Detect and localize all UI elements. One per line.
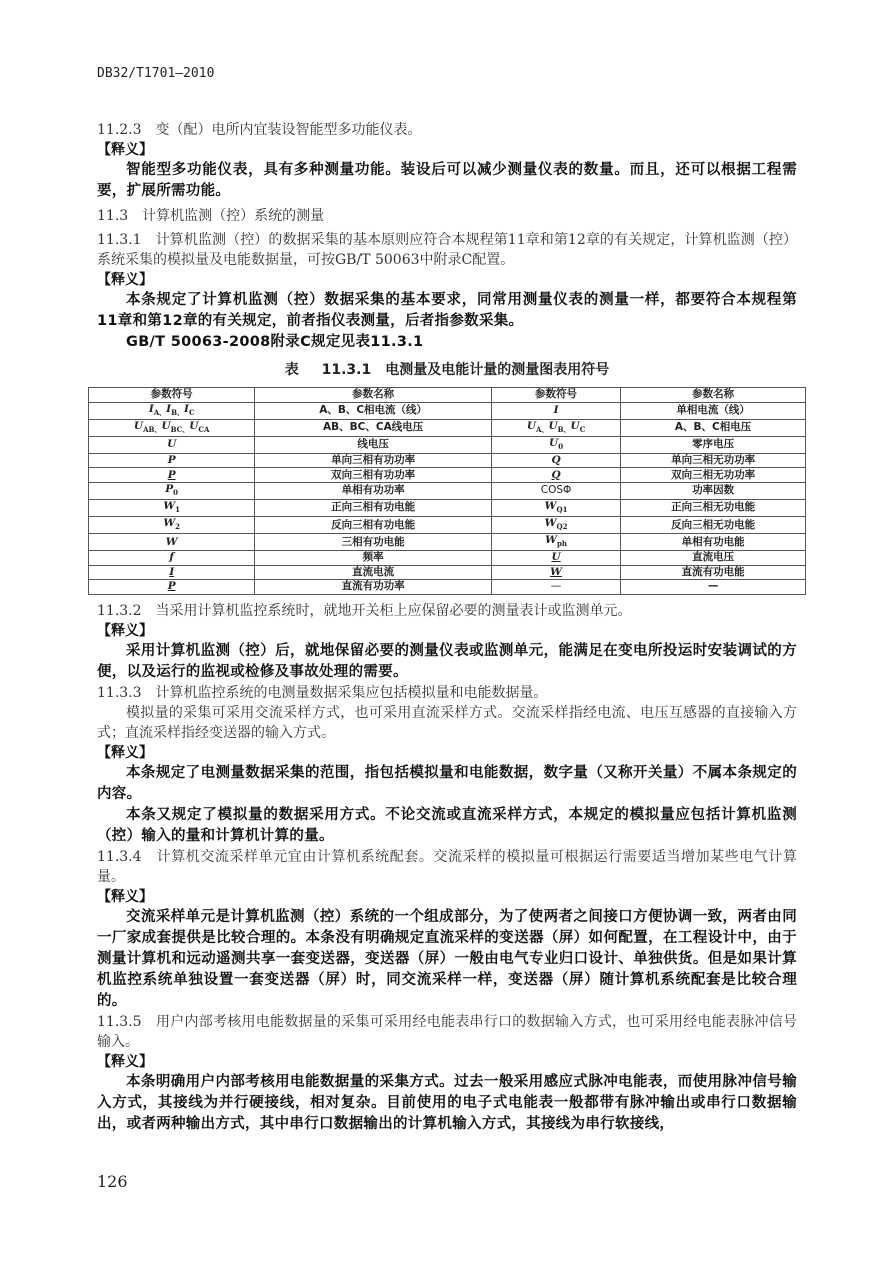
parameter-name-cell: 双向三相有功功率 xyxy=(255,468,492,483)
column-header: 参数符号 xyxy=(491,388,620,403)
clause-paragraph: 模拟量的采集可采用交流采样方式，也可采用直流采样方式。交流采样指经电流、电压互感器的直接输入方式；直流采样指经变送器的输入方式。 xyxy=(97,704,797,741)
parameter-name-cell: 频率 xyxy=(255,551,492,566)
parameter-name-cell: A、B、C相电流（线） xyxy=(255,402,492,419)
table-row xyxy=(89,419,806,436)
symbol-cell: $W_{ph}$ xyxy=(491,534,620,551)
parameter-name-cell: 单相有功功率 xyxy=(255,482,492,499)
symbol-table xyxy=(88,387,806,595)
parameter-name-cell: 直流有功功率 xyxy=(255,580,492,595)
explanation-paragraph: GB/T 50063-2008附录C规定见表11.3.1 xyxy=(126,334,424,350)
symbol-cell: $W_{Q2}$ xyxy=(491,516,620,533)
explanation-label: 【释义】 xyxy=(97,888,153,905)
parameter-name-cell: 反向三相有功电能 xyxy=(255,516,492,533)
column-header: 参数名称 xyxy=(621,388,806,403)
page-content xyxy=(97,120,797,1135)
section-11-2-3-to-11-3-1 xyxy=(97,120,797,353)
parameter-name-cell: 单相电流（线） xyxy=(621,402,806,419)
parameter-name-cell: 三相有功电能 xyxy=(255,534,492,551)
explanation-paragraph: 本条明确用户内部考核用电能数据量的采集方式。过去一般采用感应式脉冲电能表，而使用脉冲信号输入方式，其接线为并行硬接线，相对复杂。目前使用的电子式电能表一般都带有脉冲输出或串行口数据输出，或者两种输出方式，其中串行口数据输出的计算机输入方式，其接线为串行软接线， xyxy=(97,1073,797,1132)
table-row xyxy=(89,580,806,595)
table-row xyxy=(89,468,806,483)
explanation-label: 【释义】 xyxy=(97,1053,153,1070)
symbol-cell: Q xyxy=(491,453,620,468)
parameter-name-cell: 直流电压 xyxy=(621,551,806,566)
symbol-cell: $U_{A、}U_{B、}U_C$ xyxy=(491,419,620,436)
document-code-header: DB32/T1701—2010 xyxy=(97,66,215,81)
explanation-paragraph: 智能型多功能仪表，具有多种测量功能。装设后可以减少测量仪表的数量。而且，还可以根据工程需要，扩展所需功能。 xyxy=(97,162,797,199)
explanation-paragraph: 本条规定了计算机监测（控）数据采集的基本要求，同常用测量仪表的测量一样，都要符合本规程第11章和第12章的有关规定，前者指仪表测量，后者指参数采集。 xyxy=(97,292,797,329)
symbol-cell: COSΦ xyxy=(491,482,620,499)
symbol-cell: $U_0$ xyxy=(491,436,620,453)
clause-paragraph: 11.2.3 变（配）电所内宜装设智能型多功能仪表。 xyxy=(97,122,422,138)
symbol-cell: U xyxy=(89,436,255,453)
clause-paragraph: 11.3.2 当采用计算机监控系统时，就地开关柜上应保留必要的测量表计或监测单元。 xyxy=(97,602,632,619)
symbol-cell: $W_1$ xyxy=(89,499,255,516)
symbol-cell: P xyxy=(89,468,255,483)
explanation-paragraph: 本条规定了电测量数据采集的范围，指包括模拟量和电能数据，数字量（又称开关量）不属本条规定的内容。 xyxy=(97,764,797,802)
clause-paragraph: 11.3 计算机监测（控）系统的测量 xyxy=(97,208,325,224)
parameter-name-cell: 单相有功电能 xyxy=(621,534,806,551)
table-row xyxy=(89,453,806,468)
parameter-name-cell: — xyxy=(621,580,806,595)
explanation-label: 【释义】 xyxy=(97,142,153,158)
symbol-cell: W xyxy=(491,565,620,580)
symbol-cell: $U_{AB、}U_{BC、}U_{CA}$ xyxy=(89,419,255,436)
explanation-label: 【释义】 xyxy=(97,272,153,288)
explanation-paragraph: 本条又规定了模拟量的数据采用方式。不论交流或直流采样方式，本规定的模拟量应包括计算机监测（控）输入的量和计算机计算的量。 xyxy=(97,806,797,844)
parameter-name-cell: 线电压 xyxy=(255,436,492,453)
symbol-cell: $I_{A、}I_{B、}I_C$ xyxy=(89,402,255,419)
symbol-cell: f xyxy=(89,551,255,566)
symbol-cell: P xyxy=(89,580,255,595)
table-header-row xyxy=(89,388,806,403)
clause-paragraph: 11.3.3 计算机监控系统的电测量数据采集应包括模拟量和电能数据量。 xyxy=(97,684,548,701)
parameter-name-cell: 直流电流 xyxy=(255,565,492,580)
explanation-label: 【释义】 xyxy=(97,744,153,761)
section-11-3-2-to-11-3-5 xyxy=(97,601,797,1135)
parameter-name-cell: 单向三相有功功率 xyxy=(255,453,492,468)
symbol-cell: $W_2$ xyxy=(89,516,255,533)
symbol-cell: — xyxy=(491,580,620,595)
symbol-cell: $P_0$ xyxy=(89,482,255,499)
page-number: 126 xyxy=(97,1172,128,1191)
column-header: 参数名称 xyxy=(255,388,492,403)
table-row xyxy=(89,402,806,419)
parameter-name-cell: 零序电压 xyxy=(621,436,806,453)
parameter-name-cell: 正向三相有功电能 xyxy=(255,499,492,516)
table-row xyxy=(89,482,806,499)
symbol-cell: Q xyxy=(491,468,620,483)
parameter-name-cell: 直流有功电能 xyxy=(621,565,806,580)
table-row xyxy=(89,436,806,453)
symbol-cell: I xyxy=(491,402,620,419)
clause-paragraph: 11.3.4 计算机交流采样单元宜由计算机系统配套。交流采样的模拟量可根据运行需要适当增加某些电气计算量。 xyxy=(97,848,797,885)
parameter-name-cell: AB、BC、CA线电压 xyxy=(255,419,492,436)
symbol-cell: U xyxy=(491,551,620,566)
table-title: 表 11.3.1 电测量及电能计量的测量图表用符号 xyxy=(284,362,610,378)
parameter-name-cell: 反向三相无功电能 xyxy=(621,516,806,533)
parameter-name-cell: 双向三相无功功率 xyxy=(621,468,806,483)
table-row xyxy=(89,499,806,516)
parameter-name-cell: 正向三相无功电能 xyxy=(621,499,806,516)
symbol-cell: $W_{Q1}$ xyxy=(491,499,620,516)
parameter-name-cell: 单向三相无功功率 xyxy=(621,453,806,468)
table-row xyxy=(89,516,806,533)
clause-paragraph: 11.3.1 计算机监测（控）的数据采集的基本原则应符合本规程第11章和第12章的有关规定，计算机监测（控）系统采集的模拟量及电能数据量，可按GB/T 50063中附录C配置。 xyxy=(97,232,797,268)
table-row xyxy=(89,551,806,566)
symbol-cell: P xyxy=(89,453,255,468)
explanation-paragraph: 交流采样单元是计算机监测（控）系统的一个组成部分，为了使两者之间接口方便协调一致，两者由同一厂家成套提供是比较合理的。本条没有明确规定直流采样的变送器（屏）如何配置，在工程设计中，由于测量计算机和远动遥测共享一套变送器，变送器（屏）一般由电气专业归口设计、单独供货。但是如果计算机监控系统单独设置一套变送器（屏）时，同交流采样一样，变送器（屏）随计算机系统配套是比较合理的。 xyxy=(97,908,797,1009)
table-row xyxy=(89,565,806,580)
clause-paragraph: 11.3.5 用户内部考核用电能数据量的采集可采用经电能表串行口的数据输入方式，也可采用经电能表脉冲信号输入。 xyxy=(97,1013,797,1050)
column-header: 参数符号 xyxy=(89,388,255,403)
symbol-cell: I xyxy=(89,565,255,580)
parameter-name-cell: 功率因数 xyxy=(621,482,806,499)
explanation-paragraph: 采用计算机监测（控）后，就地保留必要的测量仪表或监测单元，能满足在变电所投运时安装调试的方便，以及运行的监视或检修及事故处理的需要。 xyxy=(97,642,797,680)
table-row xyxy=(89,534,806,551)
parameter-name-cell: A、B、C相电压 xyxy=(621,419,806,436)
explanation-label: 【释义】 xyxy=(97,622,153,639)
symbol-cell: W xyxy=(89,534,255,551)
